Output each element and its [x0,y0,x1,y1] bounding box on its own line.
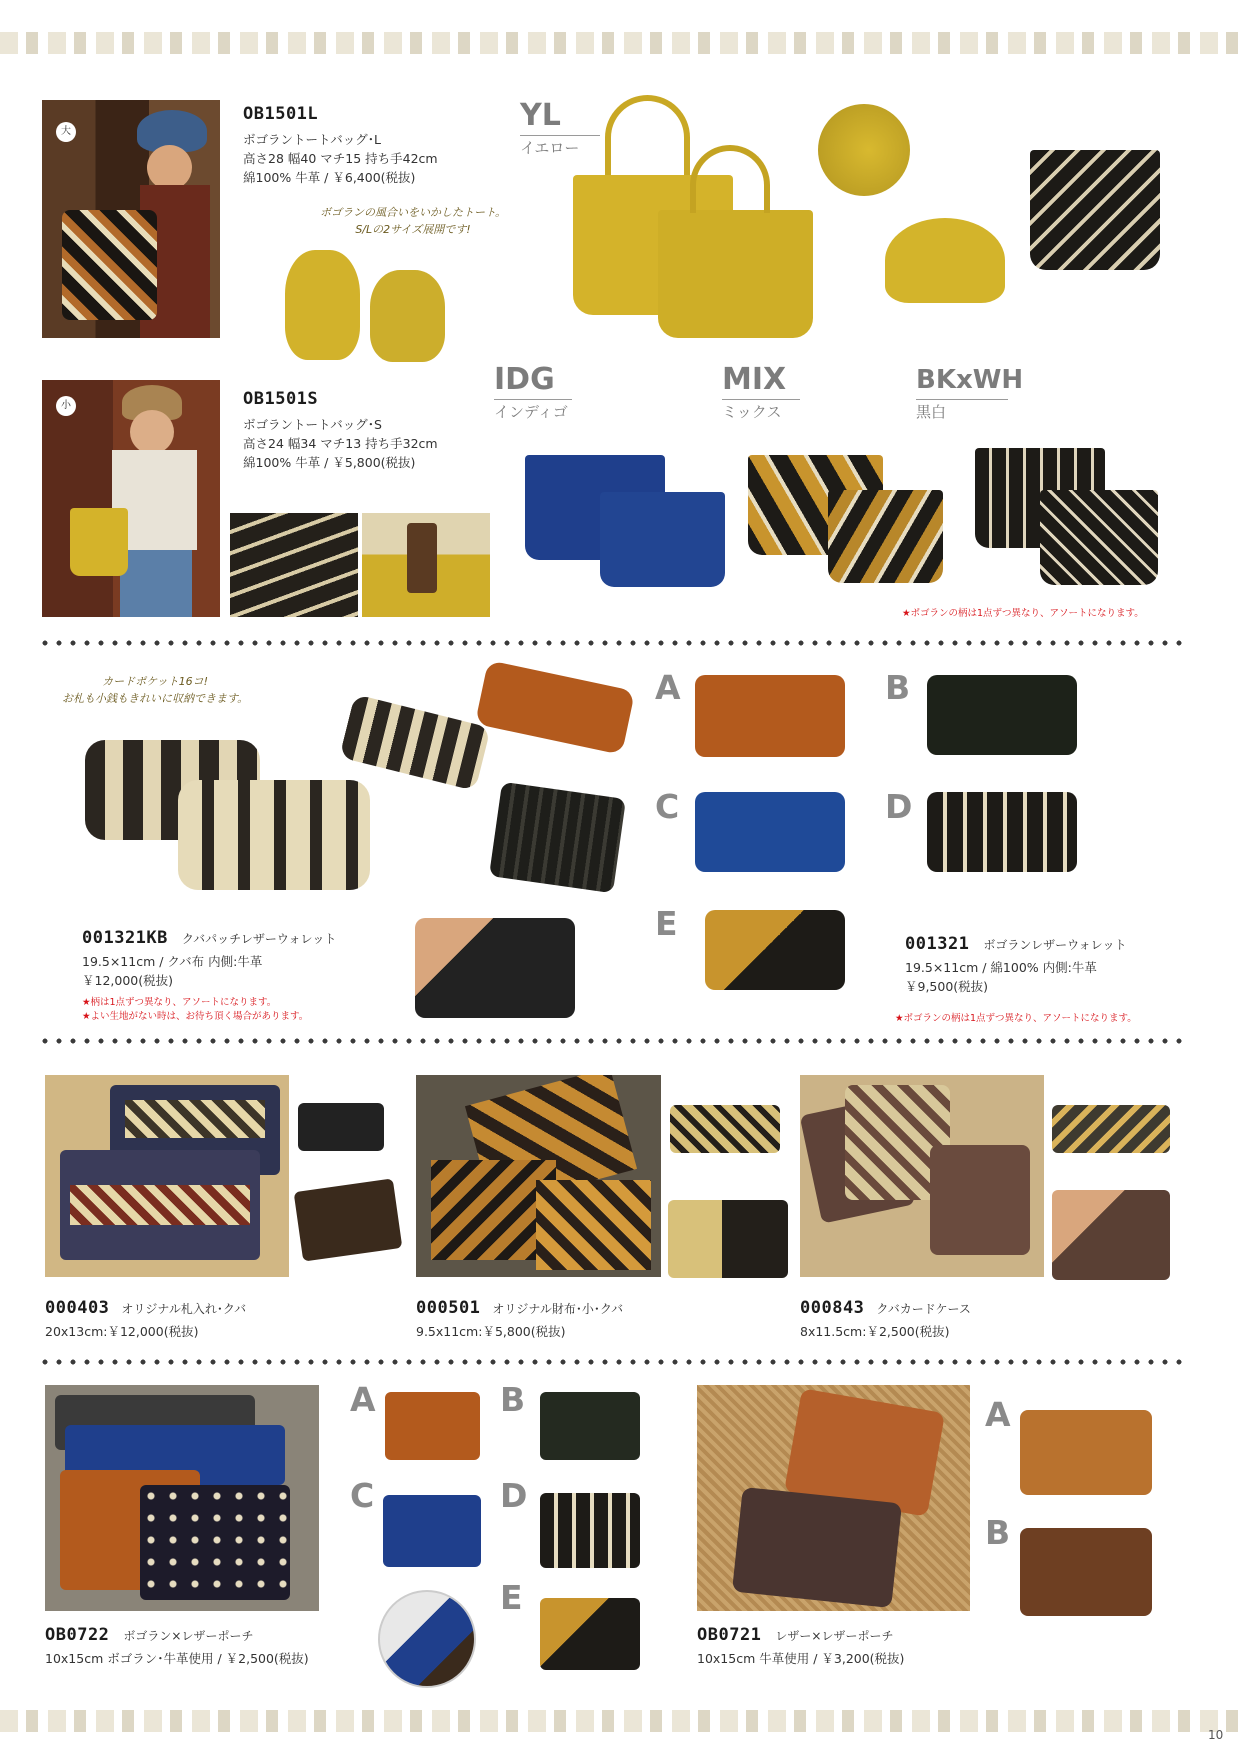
pouch-zip-detail-circle [378,1590,476,1688]
product-ob1501s-info [243,389,438,472]
wallet-shape [536,1180,651,1270]
tote-assort-note: ★ボゴランの柄は1点ずつ異なり、アソートになります。 [902,608,1144,619]
product-code: 000501 [416,1298,481,1318]
product-code: 001321KB [82,928,168,948]
billfold-open-photo [294,1178,403,1261]
strap-shape [407,523,437,593]
variant-letter-c: C [350,1476,375,1515]
model-photo-large [42,100,220,338]
variant-letter-b: B [985,1513,1011,1552]
color-label-yl [520,100,600,157]
color-code: MIX [722,362,787,397]
pouch-d-photo [540,1493,640,1568]
kuba-card-case-photo [800,1075,1044,1277]
color-rule [494,399,572,400]
product-price: ￥12,000(税抜) [82,973,173,988]
color-code: IDG [494,362,555,397]
product-note: ★よい生地がない時は、お待ち頂く場合があります。 [82,1011,309,1022]
kuba-band-shape [70,1185,250,1225]
yellow-bag-folded-photo [370,270,445,362]
product-spec: 10x15cm 牛革使用 / ￥3,200(税抜) [697,1651,905,1666]
tagline-line: ボゴランの風合いをいかしたトート。 [320,206,507,219]
pouch-e-photo [540,1598,640,1670]
variant-letter-c: C [655,787,680,826]
product-name: ボゴランレザーウォレット [983,938,1127,952]
product-header [800,1298,971,1318]
product-name: クバパッチレザーウォレット [181,932,337,946]
small-wallet-side-photo [670,1105,780,1153]
bottom-border [0,1710,1241,1732]
product-note: ★柄は1点ずつ異なり、アソートになります。 [82,997,277,1008]
black-tote-open-photo [1030,150,1160,270]
wallet-assort-note: ★ボゴランの柄は1点ずつ異なり、アソートになります。 [895,1013,1137,1024]
color-rule [916,399,1008,400]
wallet-d-photo [927,792,1077,872]
bkxwh-tote-small-photo [1040,490,1158,585]
card-case-side-photo [1052,1105,1170,1153]
mix-tote-small-photo [828,490,943,583]
product-ob1501l-info [243,104,438,187]
face-shape [147,145,192,190]
yellow-tote-small-photo [658,210,813,338]
product-code: 000843 [800,1298,865,1318]
section-divider [38,640,1188,646]
top-border [0,32,1241,54]
product-code: OB0722 [45,1625,110,1645]
product-header [905,934,1127,954]
product-name: オリジナル札入れ･クバ [121,1302,247,1316]
yellow-strap-detail-photo [362,513,490,617]
bag-shape [62,210,157,320]
kuba-billfold-photo [45,1075,289,1277]
color-code: YL [520,98,561,133]
product-header [45,1298,246,1318]
product-header [82,928,336,948]
color-rule [722,399,800,400]
section-divider [38,1038,1188,1044]
bogolan-pouch-group-photo [45,1385,319,1611]
product-size: 高さ24 幅34 マチ13 持ち手32cm [243,436,438,451]
leather-pouch-a-photo [1020,1410,1152,1495]
color-label-mix [722,364,800,421]
tote-handle [690,145,770,213]
size-badge-small: 小 [56,396,76,416]
wallet-b-photo [927,675,1077,755]
product-name: ボゴラン×レザーポーチ [123,1629,254,1643]
product-name: ボゴラントートバッグ･L [243,132,381,147]
color-name: インディゴ [494,403,568,421]
variant-letter-a: A [985,1395,1011,1434]
product-001321-info [905,934,1127,996]
product-code: 000403 [45,1298,110,1318]
small-wallet-open-photo [668,1200,788,1278]
product-size: 高さ28 幅40 マチ15 持ち手42cm [243,151,438,166]
variant-letter-b: B [500,1380,526,1419]
color-name: ミックス [722,403,782,421]
product-001321kb-info [82,928,336,1024]
product-name: オリジナル財布･小･クバ [492,1302,624,1316]
variant-letter-a: A [655,668,681,707]
yellow-tote-open-photo [885,218,1005,303]
product-header [45,1625,309,1645]
product-spec: 8x11.5cm:￥2,500(税抜) [800,1324,950,1339]
product-material-price: 綿100% 牛革 / ￥6,400(税抜) [243,170,416,185]
kuba-wallet-photo-front [178,780,370,890]
product-header [697,1625,904,1645]
product-000403-info [45,1298,246,1341]
brown-wallet-angle-photo [475,660,635,755]
size-badge-large: 大 [56,122,76,142]
kuba-small-wallet-photo [416,1075,661,1277]
variant-letter-e: E [500,1578,523,1617]
kuba-band-shape [125,1100,265,1138]
wallet-tagline [62,673,248,707]
product-header [416,1298,623,1318]
model-photo-small [42,380,220,617]
tagline-line: お札も小銭もきれいに収納できます。 [62,692,249,705]
color-label-bkxwh [916,364,1024,421]
product-name: ボゴラントートバッグ･S [243,417,382,432]
product-spec: 10x15cm ボゴラン･牛革使用 / ￥2,500(税抜) [45,1651,309,1666]
section-divider [38,1359,1188,1365]
product-code: OB1501L [243,104,319,124]
bag-shape [70,508,128,576]
black-fabric-detail-photo [230,513,358,617]
pouch-shape [732,1487,902,1608]
product-code: OB0721 [697,1625,762,1645]
product-spec: 9.5x11cm:￥5,800(税抜) [416,1324,566,1339]
tote-handle [605,95,690,175]
product-code: 001321 [905,934,970,954]
product-code: OB1501S [243,389,319,409]
product-material-price: 綿100% 牛革 / ￥5,800(税抜) [243,455,416,470]
product-size: 19.5×11cm / 綿100% 内側:牛革 [905,960,1097,975]
color-label-idg [494,364,572,421]
fabric-detail-circle [818,104,910,196]
product-name: レザー×レザーポーチ [775,1629,894,1643]
tagline-line: S/Lの2サイズ展開です! [355,223,471,236]
card-case-shape [930,1145,1030,1255]
color-code: BKxWH [916,365,1024,395]
variant-letter-d: D [885,787,913,826]
product-spec: 20x13cm:￥12,000(税抜) [45,1324,199,1339]
variant-letter-d: D [500,1476,528,1515]
wallet-e-photo [705,910,845,990]
tagline-line: カードポケット16コ! [102,675,208,688]
wallet-c-photo [695,792,845,872]
pouch-c-photo [383,1495,481,1567]
product-000501-info [416,1298,623,1341]
color-rule [520,135,600,136]
tote-tagline [320,204,506,238]
wallet-a-photo [695,675,845,757]
color-name: イエロー [520,139,580,157]
product-name: クバカードケース [876,1302,971,1316]
yellow-bag-side-photo [285,250,360,360]
product-000843-info [800,1298,971,1341]
indigo-tote-small-photo [600,492,725,587]
variant-letter-e: E [655,904,678,943]
wallet-hand-photo [415,918,575,1018]
jeans-shape [120,550,192,617]
leather-pouch-group-photo [697,1385,970,1611]
leather-pouch-b-photo [1020,1528,1152,1616]
page-number: 10 [1208,1728,1224,1742]
pouch-b-photo [540,1392,640,1460]
product-ob0721-info [697,1625,904,1668]
pouch-shape [140,1485,290,1600]
product-size: 19.5×11cm / クバ布 内側:牛革 [82,954,263,969]
color-name: 黒白 [916,403,947,421]
face-shape [130,410,174,454]
card-case-hand-photo [1052,1190,1170,1280]
billfold-side-photo [298,1103,384,1151]
product-price: ￥9,500(税抜) [905,979,989,994]
kuba-wallet-angle-photo [339,694,491,791]
product-ob0722-info [45,1625,309,1668]
pouch-a-photo [385,1392,480,1460]
variant-letter-b: B [885,668,911,707]
wallet-open-interior-photo [489,782,626,893]
variant-letter-a: A [350,1380,376,1419]
